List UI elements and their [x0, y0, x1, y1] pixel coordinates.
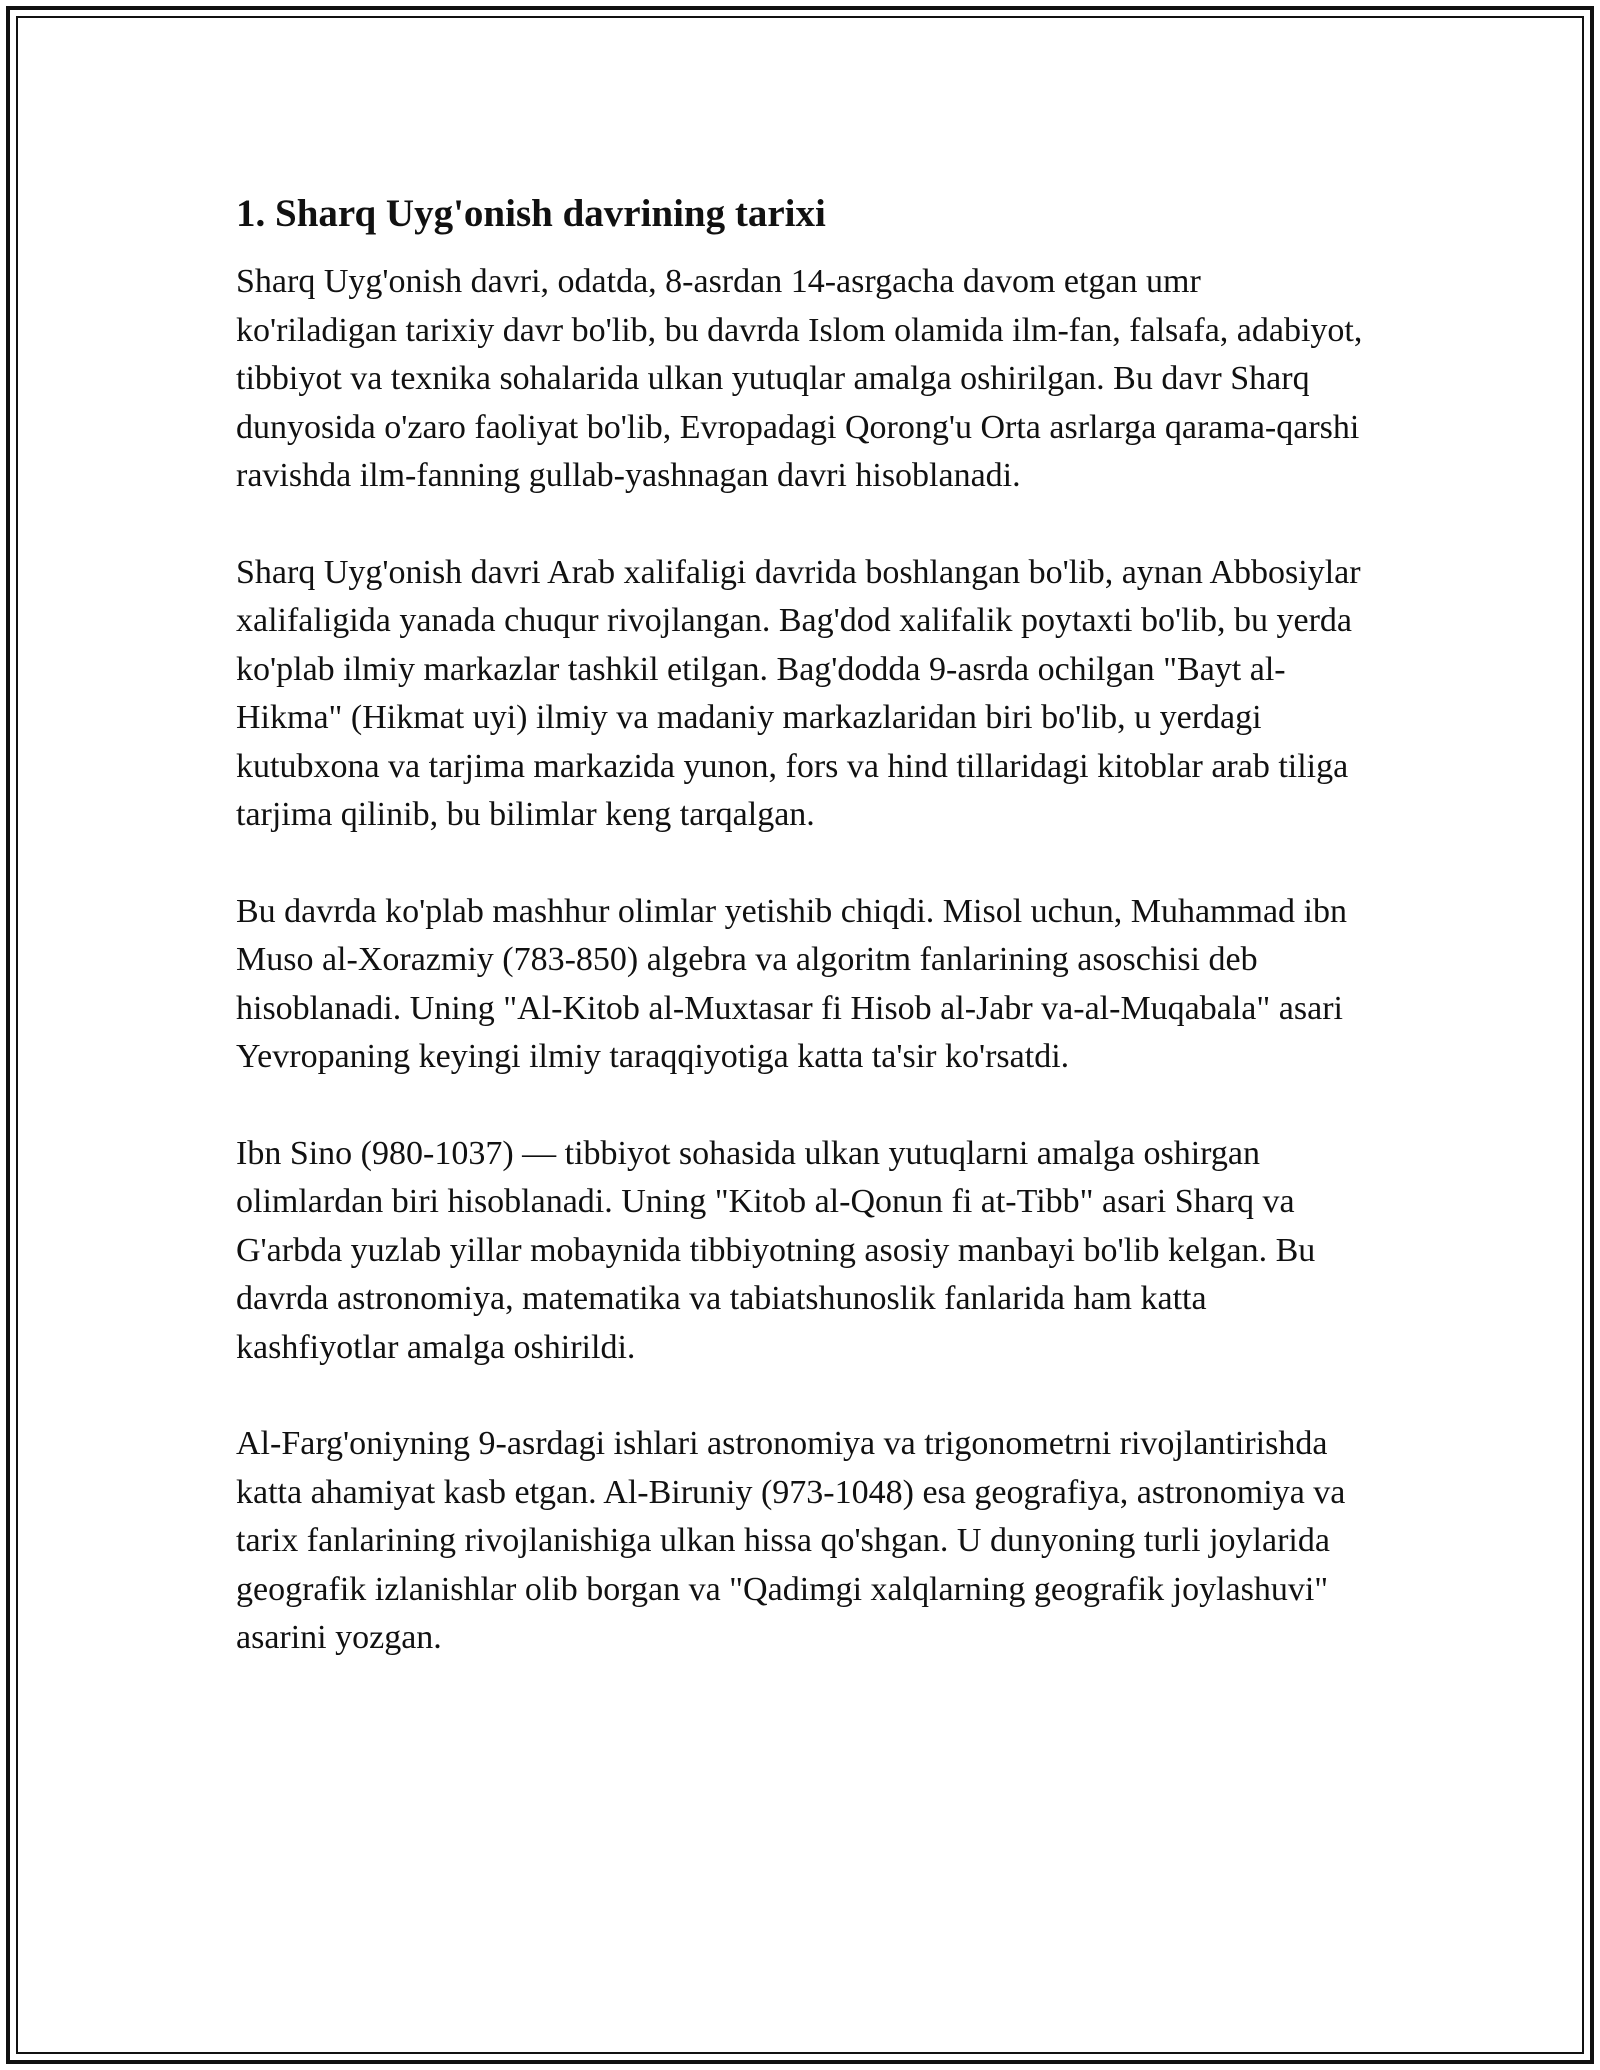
document-body — [236, 188, 1366, 1711]
paragraph-1: Sharq Uyg'onish davri, odatda, 8-asrdan 14-asrgacha davom etgan umr ko'riladigan tarixiy davr bo'lib, bu davrda Islom olamida ilm-fan, falsafa, adabiyot, tibbiyot va texnika sohalarida ulkan yutuqlar amalga oshirilgan. Bu davr Sharq dunyosida o'zaro faoliyat bo'lib, Evropadagi Qorong'u Orta asrlarga qarama-qarshi ravishda ilm-fanning gullab-yashnagan davri hisoblanadi. — [236, 263, 1363, 494]
paragraph-5: Al-Farg'oniyning 9-asrdagi ishlari astronomiya va trigonometrni rivojlantirishda katta ahamiyat kasb etgan. Al-Biruniy (973-1048) esa geografiya, astronomiya va tarix fanlarining rivojlanishiga ulkan hissa qo'shgan. U dunyoning turli joylarida geografik izlanishlar olib borgan va "Qadimgi xalqlarning geografik joylashuvi" asarini yozgan. — [236, 1425, 1346, 1656]
paragraph-4: Ibn Sino (980-1037) — tibbiyot sohasida ulkan yutuqlarni amalga oshirgan olimlardan biri hisoblanadi. Uning "Kitob al-Qonun fi at-Tibb" asari Sharq va G'arbda yuzlab yillar mobaynida tibbiyotning asosiy manbayi bo'lib kelgan. Bu davrda astronomiya, matematika va tabiatshunoslik fanlarida ham katta kashfiyotlar amalga oshirildi. — [236, 1134, 1316, 1366]
paragraph-3: Bu davrda ko'plab mashhur olimlar yetishib chiqdi. Misol uchun, Muhammad ibn Muso al-Xorazmiy (783-850) algebra va algoritm fanlarining asoschisi deb hisoblanadi. Uning "Al-Kitob al-Muxtasar fi Hisob al-Jabr va-al-Muqabala" asari Yevropaning keyingi ilmiy taraqqiyotiga katta ta'sir ko'rsatdi. — [236, 892, 1347, 1075]
section-heading: 1. Sharq Uyg'onish davrining tarixi — [236, 192, 826, 235]
paragraph-2: Sharq Uyg'onish davri Arab xalifaligi davrida boshlangan bo'lib, aynan Abbosiylar xalifaligida yanada chuqur rivojlangan. Bag'dod xalifalik poytaxti bo'lib, bu yerda ko'plab ilmiy markazlar tashkil etilgan. Bag'dodda 9-asrda ochilgan "Bayt al-Hikma" (Hikmat uyi) ilmiy va madaniy markazlaridan biri bo'lib, u yerdagi kutubxona va tarjima markazida yunon, fors va hind tillaridagi kitoblar arab tiliga tarjima qilinib, bu bilimlar keng tarqalgan. — [236, 553, 1361, 833]
